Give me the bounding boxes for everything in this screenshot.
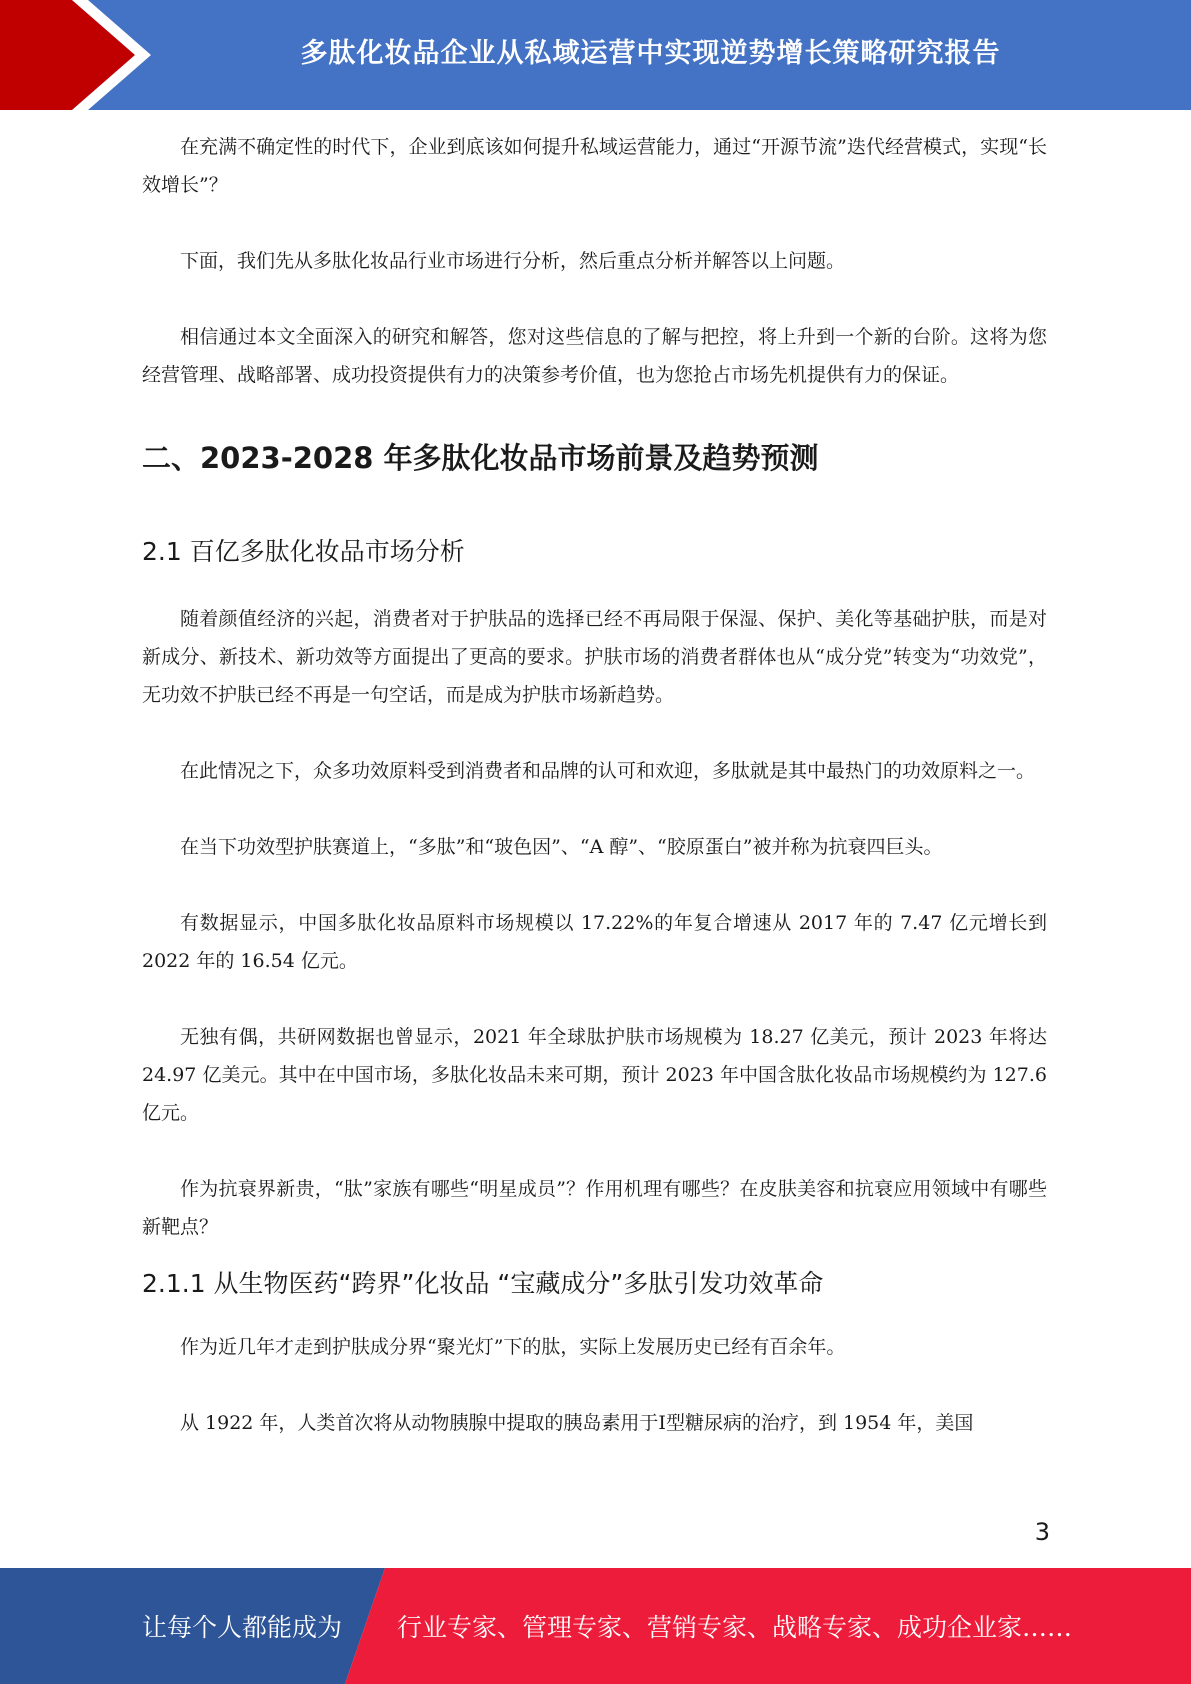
section-heading: 二、2023-2028 年多肽化妆品市场前景及趋势预测	[142, 441, 819, 475]
page-header	[0, 0, 1191, 110]
paragraph: 作为抗衰界新贵，“肽”家族有哪些“明星成员”？作用机理有哪些？在皮肤美容和抗衰应用领域中有哪些新靶点？	[142, 1178, 1047, 1238]
page-footer	[0, 1568, 1191, 1684]
header-title: 多肽化妆品企业从私域运营中实现逆势增长策略研究报告	[300, 37, 1001, 69]
paragraph: 随着颜值经济的兴起，消费者对于护肤品的选择已经不再局限于保湿、保护、美化等基础护肤，而是对新成分、新技术、新功效等方面提出了更高的要求。护肤市场的消费者群体也从“成分党”转变为“功效党”，无功效不护肤已经不再是一句空话，而是成为护肤市场新趋势。	[142, 608, 1047, 706]
paragraph: 在当下功效型护肤赛道上，“多肽”和“玻色因”、“A 醇”、“胶原蛋白”被并称为抗衰四巨头。	[180, 836, 943, 858]
paragraph: 在充满不确定性的时代下，企业到底该如何提升私域运营能力，通过“开源节流”迭代经营模式，实现“长效增长”？	[142, 136, 1047, 196]
paragraph: 在此情况之下，众多功效原料受到消费者和品牌的认可和欢迎，多肽就是其中最热门的功效原料之一。	[180, 760, 1036, 782]
subsubsection-heading: 2.1.1 从生物医药“跨界”化妆品 “宝藏成分”多肽引发功效革命	[142, 1269, 824, 1298]
subsection-heading: 2.1 百亿多肽化妆品市场分析	[142, 537, 465, 566]
paragraph: 下面，我们先从多肽化妆品行业市场进行分析，然后重点分析并解答以上问题。	[180, 250, 846, 272]
paragraph: 无独有偶，共研网数据也曾显示，2021 年全球肽护肤市场规模为 18.27 亿美元，预计 2023 年将达 24.97 亿美元。其中在中国市场，多肽化妆品未来可期，预计 2023 年中国含肽化妆品市场规模约为 127.6 亿元。	[142, 1026, 1047, 1124]
footer-slogan-left: 让每个人都能成为	[142, 1613, 343, 1642]
footer-slogan-right: 行业专家、管理专家、营销专家、战略专家、成功企业家……	[397, 1613, 1073, 1642]
page-number: 3	[1034, 1518, 1050, 1546]
paragraph: 相信通过本文全面深入的研究和解答，您对这些信息的了解与把控，将上升到一个新的台阶。这将为您经营管理、战略部署、成功投资提供有力的决策参考价值，也为您抢占市场先机提供有力的保证。	[142, 326, 1047, 386]
paragraph: 从 1922 年，人类首次将从动物胰腺中提取的胰岛素用于Ⅰ型糖尿病的治疗，到 1954 年，美国	[180, 1412, 974, 1434]
document-body	[142, 128, 1047, 1442]
paragraph: 有数据显示，中国多肽化妆品原料市场规模以 17.22%的年复合增速从 2017 年的 7.47 亿元增长到 2022 年的 16.54 亿元。	[142, 912, 1047, 972]
paragraph: 作为近几年才走到护肤成分界“聚光灯”下的肽，实际上发展历史已经有百余年。	[180, 1336, 846, 1358]
